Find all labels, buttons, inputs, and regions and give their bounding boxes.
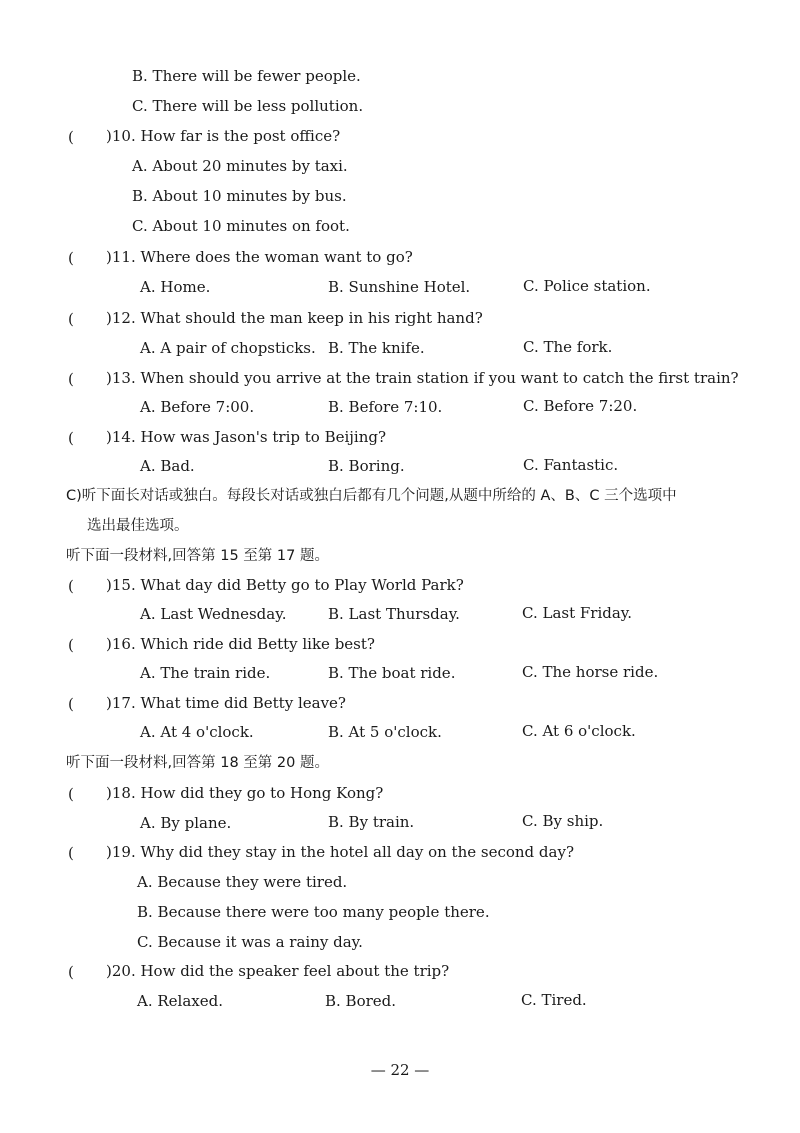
q15-option-b: B. Last Thursday.: [328, 605, 460, 623]
q13-option-c: C. Before 7:20.: [523, 397, 638, 415]
q12-option-c: C. The fork.: [523, 338, 613, 356]
section-c-instruction-cont: 选出最佳选项。: [87, 518, 189, 534]
q13-option-a: A. Before 7:00.: [140, 398, 255, 416]
q19-option-a: A. Because they were tired.: [137, 873, 348, 891]
q10-stem: )10. How far is the post office?: [106, 127, 341, 145]
q20-option-b: B. Bored.: [325, 992, 397, 1010]
q15-option-a: A. Last Wednesday.: [140, 605, 287, 623]
q17-answer-blank: (: [68, 695, 74, 713]
q18-option-b: B. By train.: [328, 813, 415, 831]
q10-option-a: A. About 20 minutes by taxi.: [132, 157, 348, 175]
q12-answer-blank: (: [68, 310, 74, 328]
q18-option-a: A. By plane.: [140, 814, 232, 832]
q17-option-b: B. At 5 o'clock.: [328, 723, 442, 741]
q14-option-a: A. Bad.: [140, 457, 195, 475]
q20-option-a: A. Relaxed.: [137, 992, 223, 1010]
q19-answer-blank: (: [68, 844, 74, 862]
q19-stem: )19. Why did they stay in the hotel all day on the second day?: [106, 843, 574, 861]
q11-option-b: B. Sunshine Hotel.: [328, 278, 471, 296]
q14-stem: )14. How was Jason's trip to Beijing?: [106, 428, 387, 446]
q14-answer-blank: (: [68, 429, 74, 447]
q18-answer-blank: (: [68, 785, 74, 803]
q16-option-a: A. The train ride.: [140, 664, 271, 682]
q14-option-c: C. Fantastic.: [523, 456, 619, 474]
q17-stem: )17. What time did Betty leave?: [106, 694, 346, 712]
q13-answer-blank: (: [68, 370, 74, 388]
q12-option-b: B. The knife.: [328, 339, 425, 357]
q9-option-b: B. There will be fewer people.: [132, 67, 361, 85]
q20-stem: )20. How did the speaker feel about the trip?: [106, 962, 450, 980]
q18-stem: )18. How did they go to Hong Kong?: [106, 784, 384, 802]
section-c-instruction: C)听下面长对话或独白。每段长对话或独白后都有几个问题,从题中所给的 A、B、C 三个选项中: [66, 488, 677, 504]
q10-answer-blank: (: [68, 128, 74, 146]
q16-stem: )16. Which ride did Betty like best?: [106, 635, 375, 653]
q18-option-c: C. By ship.: [522, 812, 604, 830]
q11-option-c: C. Police station.: [523, 277, 651, 295]
q13-option-b: B. Before 7:10.: [328, 398, 443, 416]
q11-option-a: A. Home.: [140, 278, 211, 296]
q10-option-b: B. About 10 minutes by bus.: [132, 187, 347, 205]
q10-option-c: C. About 10 minutes on foot.: [132, 217, 350, 235]
q12-stem: )12. What should the man keep in his right hand?: [106, 309, 483, 327]
q19-option-b: B. Because there were too many people there.: [137, 903, 490, 921]
q17-option-a: A. At 4 o'clock.: [140, 723, 254, 741]
q14-option-b: B. Boring.: [328, 457, 405, 475]
q11-answer-blank: (: [68, 249, 74, 267]
q13-stem: )13. When should you arrive at the train station if you want to catch the first train?: [106, 369, 739, 387]
material-2-heading: 听下面一段材料,回答第 18 至第 20 题。: [66, 755, 329, 771]
q9-option-c: C. There will be less pollution.: [132, 97, 364, 115]
q15-answer-blank: (: [68, 577, 74, 595]
q17-option-c: C. At 6 o'clock.: [522, 722, 636, 740]
q11-stem: )11. Where does the woman want to go?: [106, 248, 413, 266]
q12-option-a: A. A pair of chopsticks.: [140, 339, 316, 357]
q16-answer-blank: (: [68, 636, 74, 654]
q15-stem: )15. What day did Betty go to Play World Park?: [106, 576, 464, 594]
q19-option-c: C. Because it was a rainy day.: [137, 933, 363, 951]
q16-option-b: B. The boat ride.: [328, 664, 456, 682]
page-number: — 22 —: [370, 1061, 430, 1079]
q16-option-c: C. The horse ride.: [522, 663, 659, 681]
q15-option-c: C. Last Friday.: [522, 604, 633, 622]
q20-answer-blank: (: [68, 963, 74, 981]
q20-option-c: C. Tired.: [521, 991, 587, 1009]
material-1-heading: 听下面一段材料,回答第 15 至第 17 题。: [66, 548, 329, 564]
